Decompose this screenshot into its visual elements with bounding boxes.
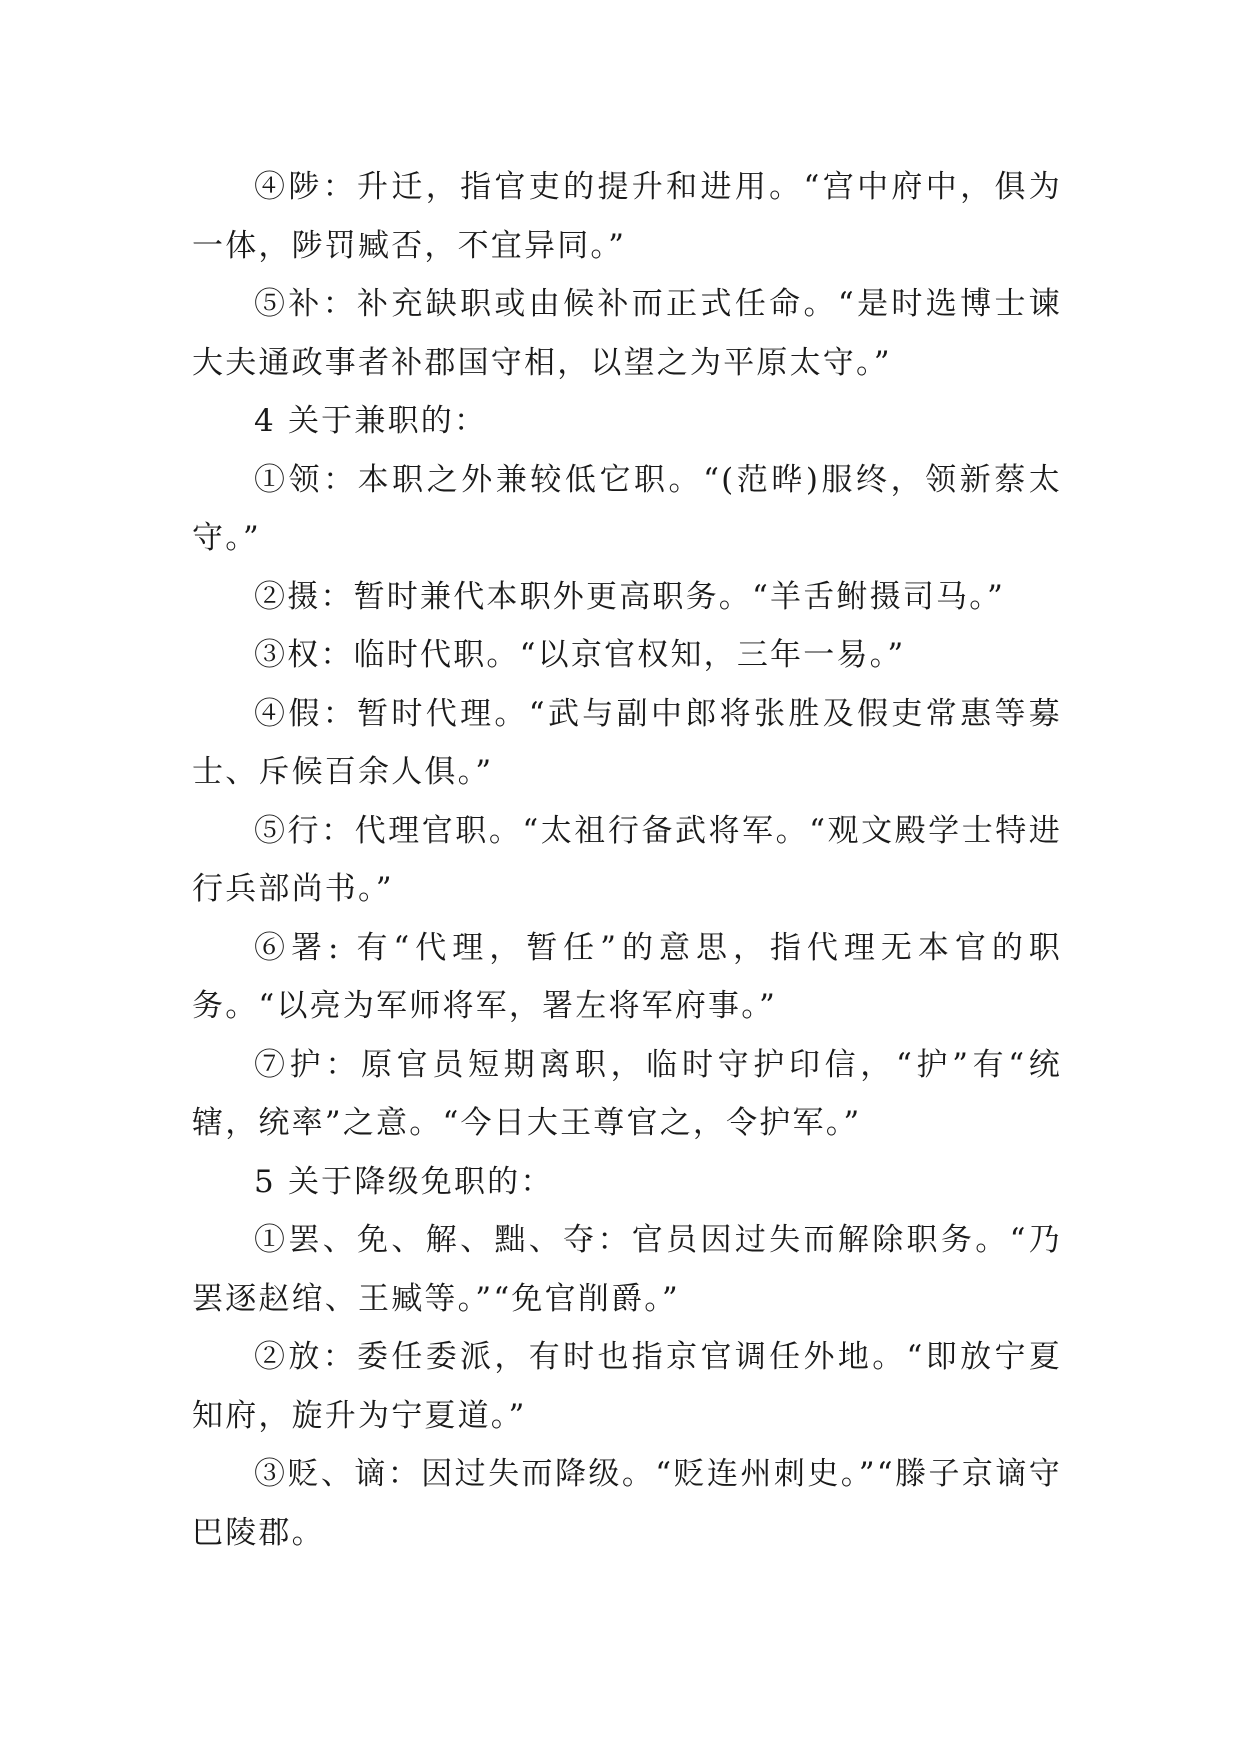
paragraph-bu: ⑤补：补充缺职或由候补而正式任命。“是时选博士谏大夫通政事者补郡国守相，以望之为平原太守。” (192, 286, 1062, 381)
section-heading-concurrent-posts: 4 关于兼职的： (254, 403, 488, 439)
paragraph-she: ②摄：暂时兼代本职外更高职务。“羊舌鲋摄司马。” (254, 578, 1005, 615)
section-heading-demotion: 5 关于降级免职的： (254, 1163, 554, 1200)
paragraph-zhi: ④陟：升迁，指官吏的提升和进用。“宫中府中，俱为一体，陟罚臧否，不宜异同。” (192, 169, 1062, 264)
paragraph-jia: ④假：暂时代理。“武与副中郎将张胜及假吏常惠等募士、斥候百余人俱。” (192, 695, 1062, 790)
paragraph-xing: ⑤行：代理官职。“太祖行备武将军。“观文殿学士特进行兵部尚书。” (192, 812, 1062, 907)
paragraph-ba-mian: ①罢、免、解、黜、夺：官员因过失而解除职务。“乃罢逐赵绾、王臧等。”“免官削爵。” (192, 1222, 1062, 1317)
paragraph-fang: ②放：委任委派，有时也指京官调任外地。“即放宁夏知府，旋升为宁夏道。” (192, 1339, 1062, 1434)
paragraph-ling: ①领：本职之外兼较低它职。“(范晔)服终，领新蔡太守。” (192, 461, 1062, 556)
paragraph-quan: ③权：临时代职。“以京官权知，三年一易。” (254, 637, 906, 673)
paragraph-shu: ⑥署: 有“代理，暂任”的意思，指代理无本官的职务。“以亮为军师将军，署左将军府事。” (192, 929, 1062, 1024)
body-text (192, 158, 1062, 1562)
paragraph-bian-zhe: ③贬、谪：因过失而降级。“贬连州刺史。”“滕子京谪守巴陵郡。 (192, 1456, 1062, 1551)
paragraph-hu: ⑦护：原官员短期离职，临时守护印信，“护”有“统辖，统率”之意。“今日大王尊官之，令护军。” (192, 1046, 1062, 1141)
